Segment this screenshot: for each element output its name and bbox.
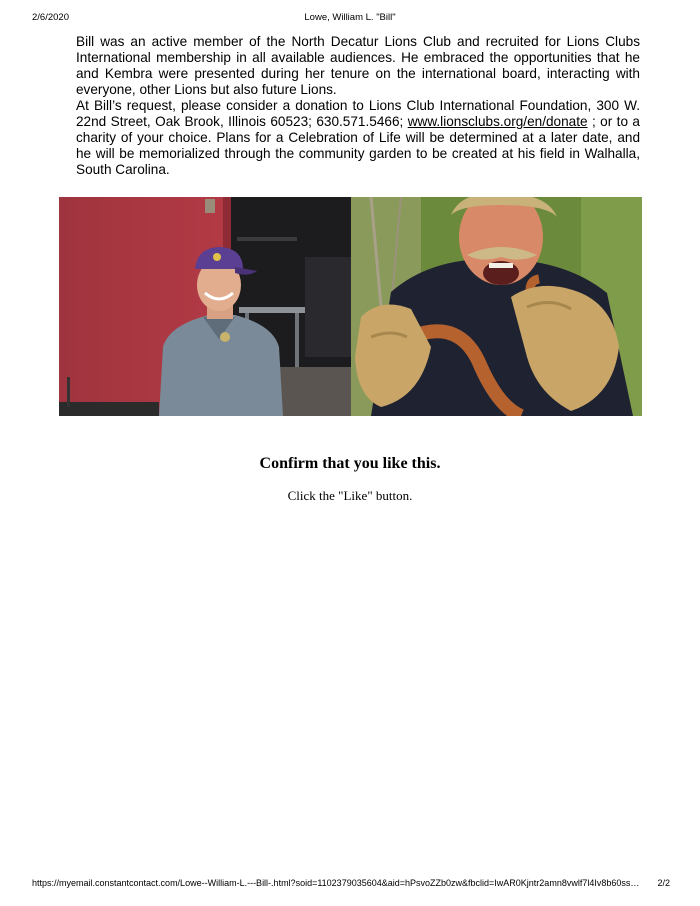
photo-bill-snake [351, 197, 642, 416]
photo-bill-lions-cap [59, 197, 351, 416]
confirm-like-instruction: Click the "Like" button. [287, 488, 413, 503]
donation-text-before-link: At Bill’s request, please consider a donation to Lions Club International Foundation, 300 W. 22nd Street, Oak Brook, Illinois 60523; 630.571.5466; [76, 98, 640, 129]
print-header [0, 12, 700, 24]
confirm-like-title: Confirm that you like this. [259, 455, 441, 472]
print-title: Lowe, William L. "Bill" [304, 12, 396, 23]
print-date: 2/6/2020 [32, 12, 69, 23]
obituary-text [76, 34, 640, 178]
donate-link[interactable]: www.lionsclubs.org/en/donate [407, 114, 588, 129]
page-number: 2/2 [657, 878, 670, 888]
print-footer [0, 878, 700, 890]
donation-text-after-link: ; or to a charity of your choice. Plans for a Celebration of Life will be determined at a later date, and he will be memorialized through the community garden to be created at his field in Walhalla, South Carolina. [76, 114, 640, 177]
photo-strip [59, 197, 642, 416]
paragraph-donation [76, 98, 640, 178]
paragraph-lions-club: Bill was an active member of the North Decatur Lions Club and recruited for Lions Clubs International membership in all available audiences. He embraced the opportunities that he and Kembra were presented during her tenure on the international board, interacting with everyone, other Lions but also future Lions. [76, 34, 640, 97]
print-url: https://myemail.constantcontact.com/Lowe--William-L.---Bill-.html?soid=1102379035604&aid=hPsvoZZb0zw&fbclid=IwAR0Kjntr2amn8vwlf7l4Iv8b60ss… [32, 878, 640, 888]
